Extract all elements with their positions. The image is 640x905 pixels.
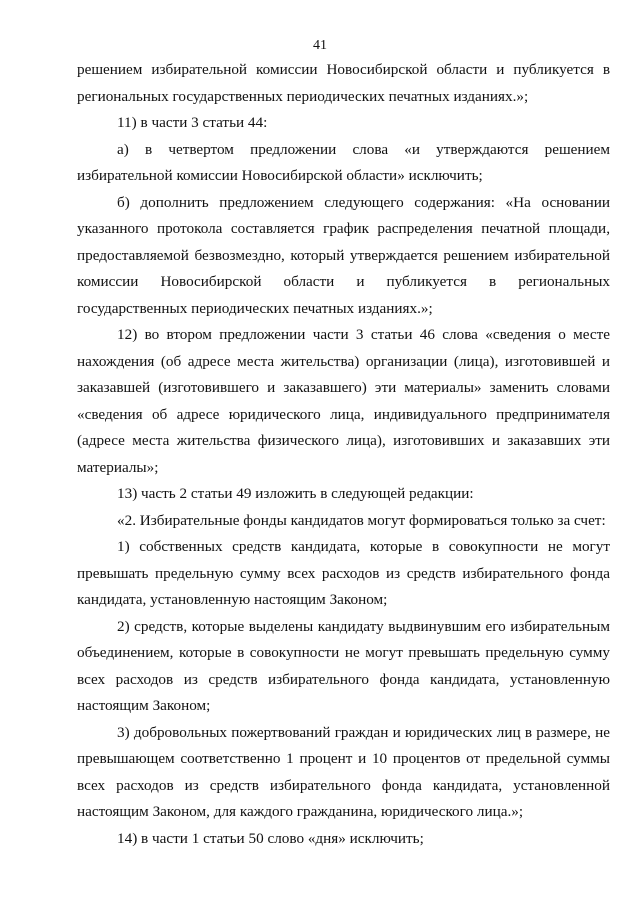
paragraph-item-11a: а) в четвертом предложении слова «и утверждаются решением избирательной комиссии Новосибирской области» исключить; (77, 140, 610, 184)
paragraph-item-13: 13) часть 2 статьи 49 изложить в следующей редакции: (117, 485, 474, 502)
paragraph-subitem-1: 1) собственных средств кандидата, которые в совокупности не могут превышать предельную сумму всех расходов из средств избирательного фонда кандидата, установленную настоящим Законом; (77, 538, 610, 608)
paragraph-subitem-2: 2) средств, которые выделены кандидату выдвинувшим его избирательным объединением, которые в совокупности не могут превышать предельную сумму всех расходов из средств избирательного фонда кандидата, установленную настоящим Законом; (77, 617, 610, 714)
paragraph-quoted-part-2: «2. Избирательные фонды кандидатов могут формироваться только за счет: (117, 511, 606, 529)
paragraph-item-11: 11) в части 3 статьи 44: (117, 114, 268, 131)
paragraph-continuation: решением избирательной комиссии Новосибирской области и публикуется в региональных государственных периодических печатных изданиях.»; (77, 61, 610, 105)
paragraph-item-14: 14) в части 1 статьи 50 слово «дня» исключить; (117, 829, 424, 847)
paragraph-item-11b: б) дополнить предложением следующего содержания: «На основании указанного протокола составляется график распределения печатной площади, предоставляемой безвозмездно, который утверждается решением избирательной комиссии Новосибирской области и публикуется в региональных государственных периодических печатных изданиях.»; (77, 193, 610, 317)
document-body (77, 57, 610, 852)
page-number: 41 (313, 38, 327, 53)
paragraph-item-12: 12) во втором предложении части 3 статьи 46 слова «сведения о месте нахождения (об адресе места жительства) организации (лица), изготовившей и заказавшей (изготовившего и заказавшего) эти материалы» заменить словами «сведения об адресе юридического лица, индивидуального предпринимателя (адресе места жительства физического лица), изготовивших и заказавших эти материалы»; (77, 326, 610, 476)
paragraph-subitem-3: 3) добровольных пожертвований граждан и юридических лиц в размере, не превышающем соответственно 1 процент и 10 процентов от предельной суммы всех расходов из средств избирательного фонда кандидата, установленной настоящим Законом, для каждого гражданина, юридического лица.»; (77, 723, 610, 820)
